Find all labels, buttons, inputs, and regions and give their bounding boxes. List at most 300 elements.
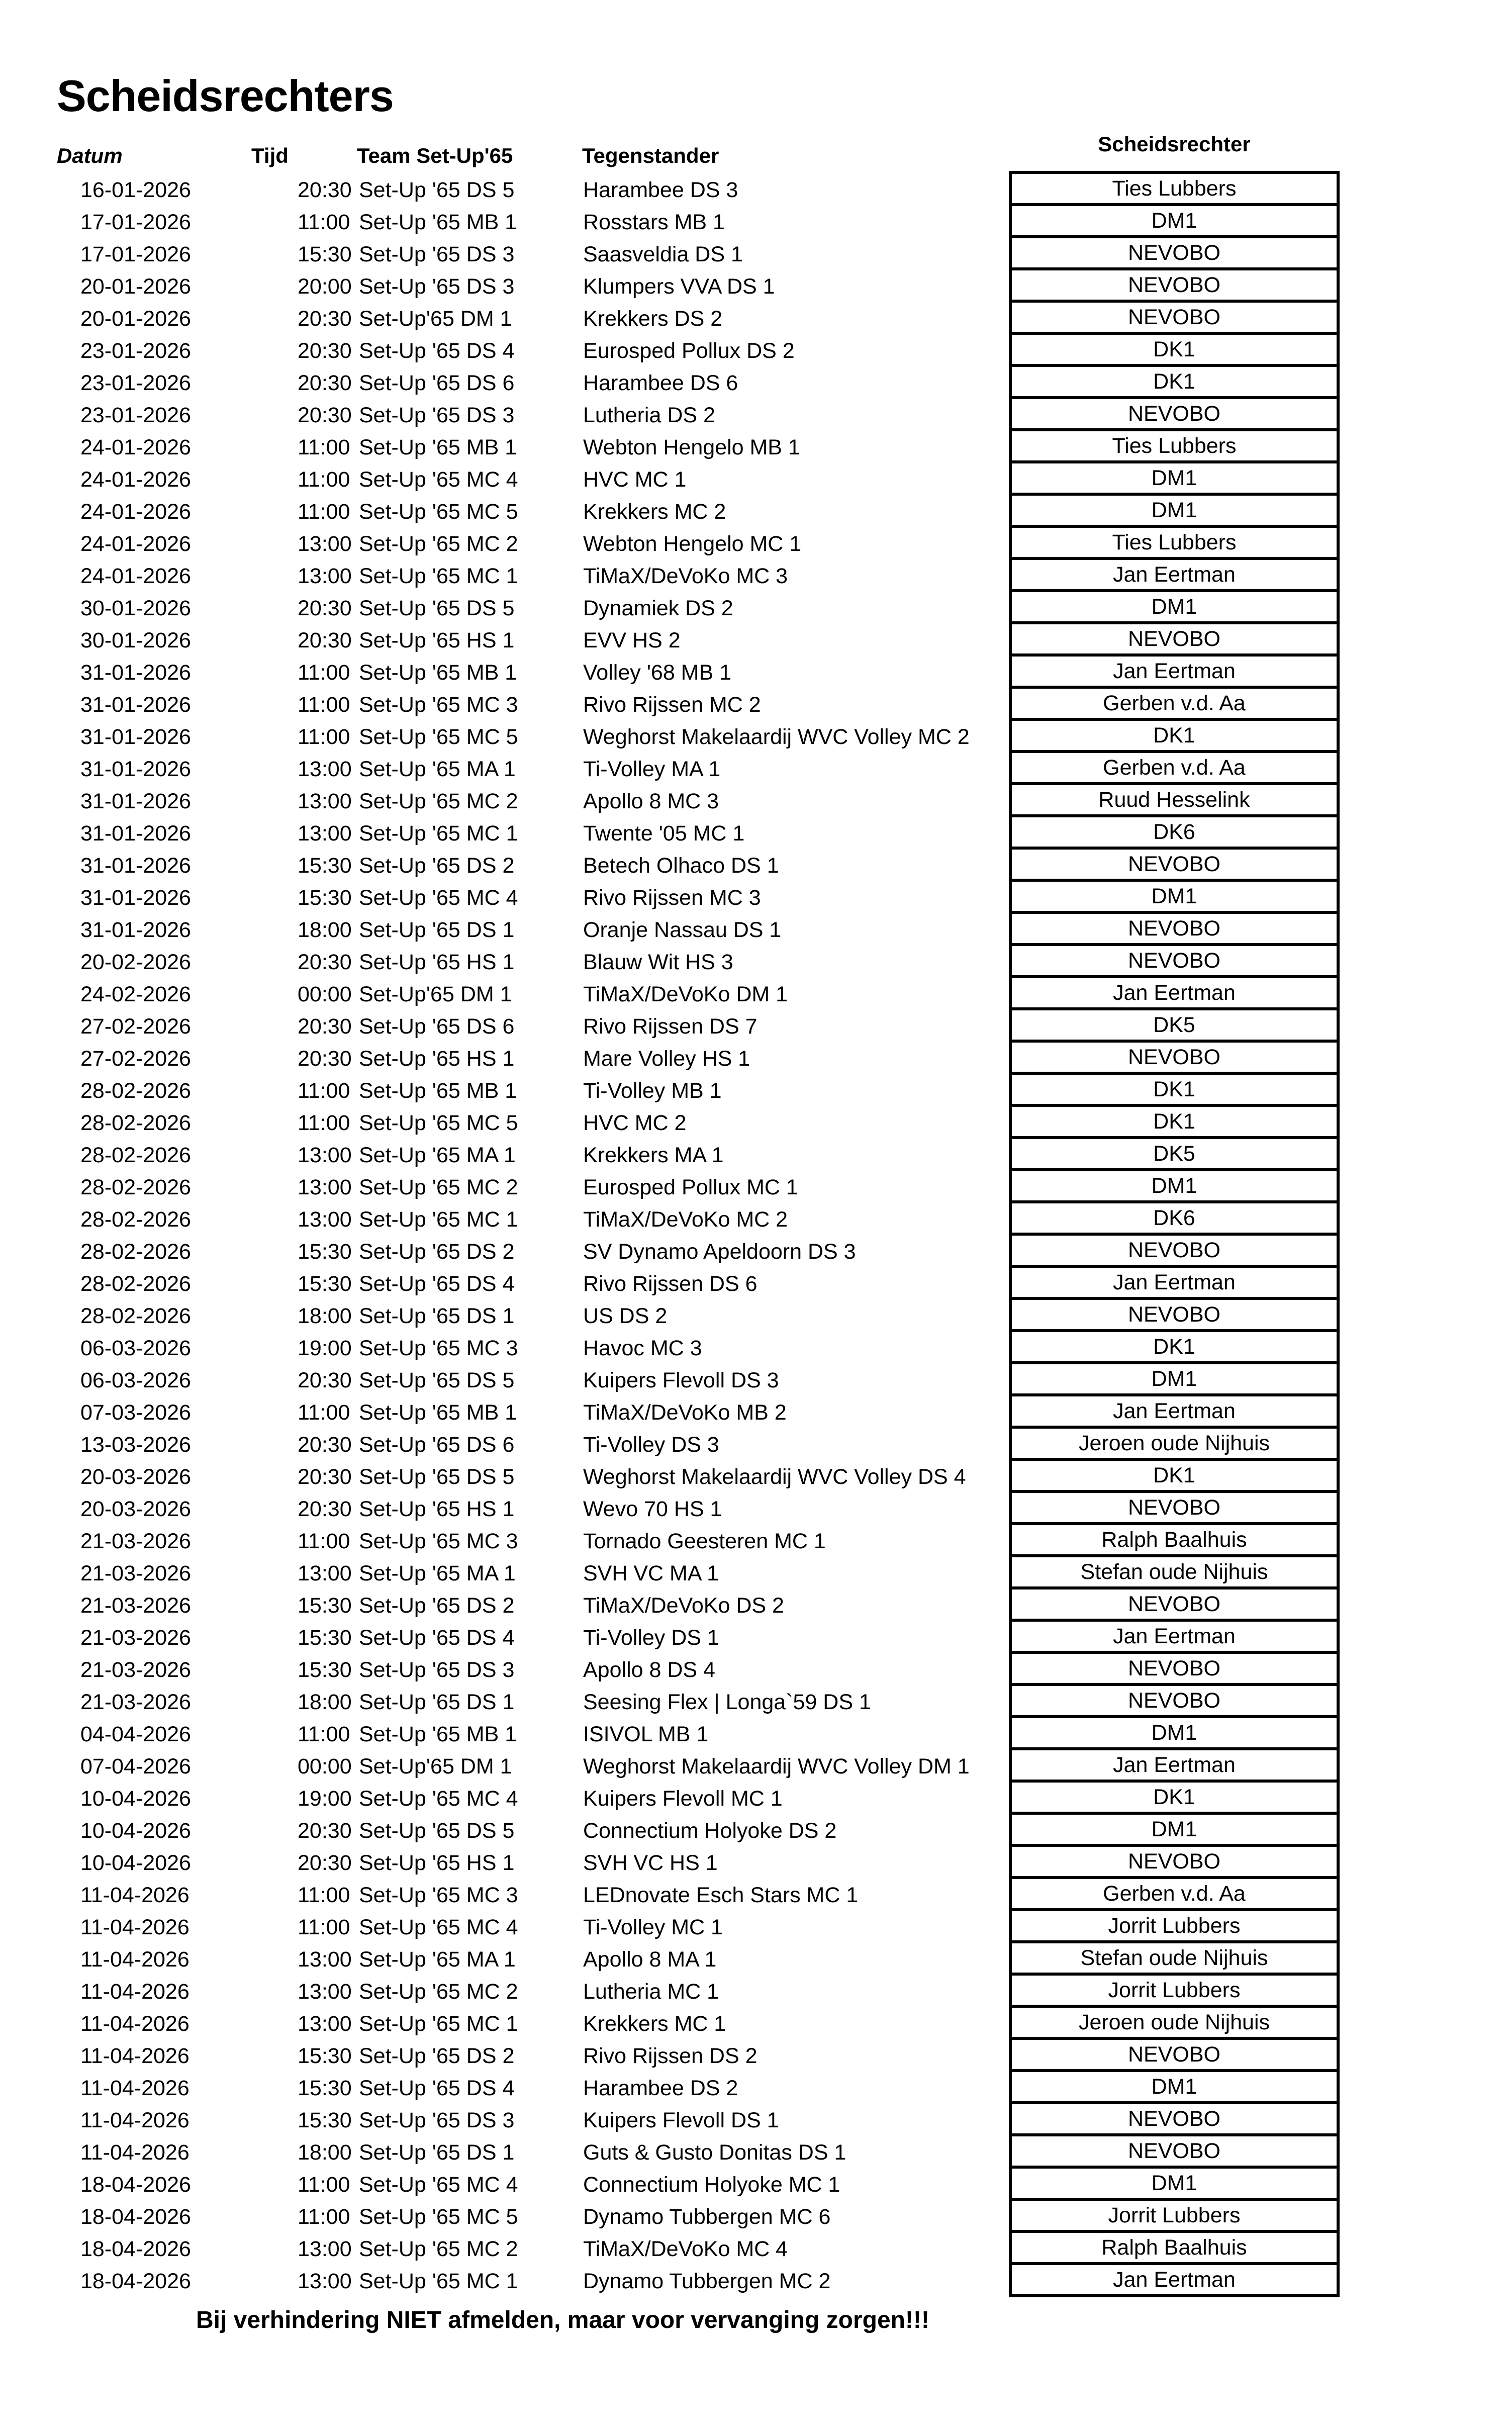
match-time: 20:30 xyxy=(298,628,352,652)
referee-cell: NEVOBO xyxy=(1012,2040,1337,2072)
referee-cell: NEVOBO xyxy=(1012,1686,1337,1718)
match-team: Set-Up '65 MC 3 xyxy=(359,693,518,717)
match-date: 21-03-2026 xyxy=(80,1529,191,1553)
match-team: Set-Up '65 DS 2 xyxy=(359,1240,515,1264)
table-row xyxy=(0,1847,1009,1879)
match-time: 13:00 xyxy=(298,532,352,556)
table-row xyxy=(0,496,1009,528)
match-team: Set-Up '65 MC 5 xyxy=(359,500,518,524)
match-team: Set-Up '65 MA 1 xyxy=(359,1947,516,1972)
referee-cell: DM1 xyxy=(1012,206,1337,238)
referee-cell: Jorrit Lubbers xyxy=(1012,1911,1337,1943)
match-team: Set-Up '65 MB 1 xyxy=(359,210,517,234)
referee-cell: Jan Eertman xyxy=(1012,1622,1337,1654)
referee-cell: NEVOBO xyxy=(1012,914,1337,946)
table-row xyxy=(0,1622,1009,1654)
table-row xyxy=(0,882,1009,914)
referee-cell: Gerben v.d. Aa xyxy=(1012,753,1337,785)
referee-cell: DK1 xyxy=(1012,1107,1337,1139)
match-opponent: Wevo 70 HS 1 xyxy=(583,1497,722,1521)
match-time: 15:30 xyxy=(298,854,352,878)
match-team: Set-Up '65 DS 3 xyxy=(359,2108,515,2132)
match-date: 11-04-2026 xyxy=(80,1883,190,1907)
match-time: 13:00 xyxy=(298,757,352,781)
match-time: 15:30 xyxy=(298,2076,352,2100)
match-team: Set-Up '65 HS 1 xyxy=(359,1851,515,1875)
match-opponent: Seesing Flex | Longa`59 DS 1 xyxy=(583,1690,871,1714)
match-team: Set-Up '65 DS 5 xyxy=(359,1368,515,1392)
match-time: 11:00 xyxy=(298,1111,350,1135)
match-time: 20:30 xyxy=(298,1819,352,1843)
match-time: 20:30 xyxy=(298,1047,352,1071)
match-team: Set-Up '65 MA 1 xyxy=(359,757,516,781)
match-team: Set-Up '65 MC 5 xyxy=(359,1111,518,1135)
match-team: Set-Up '65 DS 6 xyxy=(359,1014,515,1039)
match-team: Set-Up '65 MB 1 xyxy=(359,661,517,685)
referee-cell: NEVOBO xyxy=(1012,1300,1337,1332)
table-row xyxy=(0,431,1009,463)
match-team: Set-Up '65 MC 4 xyxy=(359,1787,518,1811)
match-team: Set-Up '65 DS 4 xyxy=(359,339,515,363)
column-header-team: Team Set-Up'65 xyxy=(357,144,513,167)
match-time: 11:00 xyxy=(298,693,350,717)
match-team: Set-Up '65 MC 3 xyxy=(359,1336,518,1360)
match-team: Set-Up '65 MC 4 xyxy=(359,467,518,492)
match-opponent: Apollo 8 MA 1 xyxy=(583,1947,717,1972)
table-row xyxy=(0,399,1009,431)
column-header-scheidsrechter: Scheidsrechter xyxy=(1098,132,1251,156)
match-time: 11:00 xyxy=(298,1915,350,1939)
match-date: 11-04-2026 xyxy=(80,2012,190,2036)
match-opponent: Harambee DS 2 xyxy=(583,2076,738,2100)
match-opponent: Ti-Volley DS 3 xyxy=(583,1433,719,1457)
referee-cell: DM1 xyxy=(1012,2169,1337,2201)
match-date: 31-01-2026 xyxy=(80,854,191,878)
match-team: Set-Up '65 DS 6 xyxy=(359,1433,515,1457)
match-team: Set-Up '65 DS 1 xyxy=(359,2140,515,2165)
match-team: Set-Up '65 DS 2 xyxy=(359,2044,515,2068)
match-team: Set-Up '65 MC 2 xyxy=(359,1175,518,1199)
match-team: Set-Up '65 MB 1 xyxy=(359,1722,517,1746)
table-row xyxy=(0,1396,1009,1429)
match-opponent: Harambee DS 3 xyxy=(583,178,738,202)
match-opponent: US DS 2 xyxy=(583,1304,668,1328)
match-time: 13:00 xyxy=(298,1980,352,2004)
match-opponent: Harambee DS 6 xyxy=(583,371,738,395)
match-date: 06-03-2026 xyxy=(80,1336,191,1360)
match-date: 28-02-2026 xyxy=(80,1143,191,1167)
match-date: 21-03-2026 xyxy=(80,1561,191,1585)
match-team: Set-Up '65 HS 1 xyxy=(359,628,515,652)
referee-cell: DK1 xyxy=(1012,1783,1337,1815)
match-team: Set-Up '65 DS 5 xyxy=(359,1819,515,1843)
match-team: Set-Up '65 MC 4 xyxy=(359,1915,518,1939)
referee-cell: DK1 xyxy=(1012,721,1337,753)
table-row xyxy=(0,657,1009,689)
match-team: Set-Up'65 DM 1 xyxy=(359,982,512,1006)
match-date: 27-02-2026 xyxy=(80,1014,191,1039)
referee-column xyxy=(1009,171,1340,2297)
match-opponent: Dynamo Tubbergen MC 2 xyxy=(583,2269,831,2293)
referee-cell: DM1 xyxy=(1012,2072,1337,2104)
match-opponent: Apollo 8 DS 4 xyxy=(583,1658,715,1682)
table-row xyxy=(0,850,1009,882)
match-date: 23-01-2026 xyxy=(80,403,191,427)
match-date: 24-01-2026 xyxy=(80,500,191,524)
referee-cell: DK1 xyxy=(1012,1075,1337,1107)
match-team: Set-Up '65 DS 2 xyxy=(359,1594,515,1618)
referee-cell: Gerben v.d. Aa xyxy=(1012,689,1337,721)
table-row xyxy=(0,2008,1009,2040)
match-opponent: Lutheria DS 2 xyxy=(583,403,715,427)
match-date: 24-02-2026 xyxy=(80,982,191,1006)
match-date: 28-02-2026 xyxy=(80,1079,191,1103)
table-row xyxy=(0,1171,1009,1203)
match-opponent: Ti-Volley DS 1 xyxy=(583,1626,719,1650)
table-row xyxy=(0,303,1009,335)
table-row xyxy=(0,1911,1009,1943)
match-opponent: TiMaX/DeVoKo DM 1 xyxy=(583,982,788,1006)
table-row xyxy=(0,1718,1009,1750)
referee-cell: DK6 xyxy=(1012,1203,1337,1236)
table-row xyxy=(0,1461,1009,1493)
referee-cell: DK5 xyxy=(1012,1010,1337,1043)
match-opponent: Lutheria MC 1 xyxy=(583,1980,719,2004)
table-row xyxy=(0,1879,1009,1911)
match-team: Set-Up '65 HS 1 xyxy=(359,1047,515,1071)
match-time: 11:00 xyxy=(298,1400,350,1425)
match-time: 20:30 xyxy=(298,1014,352,1039)
match-date: 21-03-2026 xyxy=(80,1690,191,1714)
referee-cell: DK1 xyxy=(1012,335,1337,367)
table-row xyxy=(0,1525,1009,1557)
match-opponent: Guts & Gusto Donitas DS 1 xyxy=(583,2140,846,2165)
referee-cell: DK1 xyxy=(1012,367,1337,399)
table-row xyxy=(0,1364,1009,1396)
match-time: 11:00 xyxy=(298,661,350,685)
referee-cell: NEVOBO xyxy=(1012,1589,1337,1622)
match-team: Set-Up '65 DS 5 xyxy=(359,596,515,620)
match-team: Set-Up '65 DS 3 xyxy=(359,403,515,427)
match-date: 18-04-2026 xyxy=(80,2269,191,2293)
match-date: 13-03-2026 xyxy=(80,1433,191,1457)
table-row xyxy=(0,785,1009,817)
match-opponent: Webton Hengelo MC 1 xyxy=(583,532,802,556)
match-time: 11:00 xyxy=(298,435,350,459)
referee-cell: Ties Lubbers xyxy=(1012,528,1337,560)
match-opponent: Rivo Rijssen MC 3 xyxy=(583,886,761,910)
match-opponent: HVC MC 2 xyxy=(583,1111,687,1135)
referee-cell: NEVOBO xyxy=(1012,303,1337,335)
match-time: 11:00 xyxy=(298,2205,350,2229)
match-team: Set-Up '65 DS 1 xyxy=(359,1690,515,1714)
match-opponent: Kuipers Flevoll DS 3 xyxy=(583,1368,779,1392)
match-opponent: Saasveldia DS 1 xyxy=(583,242,743,266)
match-time: 20:30 xyxy=(298,339,352,363)
table-row xyxy=(0,1654,1009,1686)
referee-cell: Jan Eertman xyxy=(1012,978,1337,1010)
match-date: 27-02-2026 xyxy=(80,1047,191,1071)
match-date: 30-01-2026 xyxy=(80,596,191,620)
match-opponent: Oranje Nassau DS 1 xyxy=(583,918,782,942)
table-row xyxy=(0,238,1009,270)
match-date: 31-01-2026 xyxy=(80,918,191,942)
match-opponent: Betech Olhaco DS 1 xyxy=(583,854,779,878)
match-time: 13:00 xyxy=(298,2237,352,2261)
table-row xyxy=(0,1943,1009,1976)
match-team: Set-Up '65 DS 3 xyxy=(359,274,515,299)
match-time: 00:00 xyxy=(298,982,352,1006)
match-date: 31-01-2026 xyxy=(80,789,191,813)
match-opponent: Mare Volley HS 1 xyxy=(583,1047,750,1071)
match-time: 11:00 xyxy=(298,500,350,524)
match-time: 11:00 xyxy=(298,1722,350,1746)
match-opponent: Rivo Rijssen DS 7 xyxy=(583,1014,758,1039)
match-time: 13:00 xyxy=(298,1561,352,1585)
match-date: 06-03-2026 xyxy=(80,1368,191,1392)
match-time: 15:30 xyxy=(298,1658,352,1682)
table-row xyxy=(0,1043,1009,1075)
referee-cell: Stefan oude Nijhuis xyxy=(1012,1557,1337,1589)
match-date: 20-03-2026 xyxy=(80,1465,191,1489)
referee-cell: DM1 xyxy=(1012,1364,1337,1396)
match-time: 11:00 xyxy=(298,467,350,492)
match-date: 11-04-2026 xyxy=(80,1980,190,2004)
match-team: Set-Up '65 MC 2 xyxy=(359,2237,518,2261)
match-date: 11-04-2026 xyxy=(80,2076,190,2100)
match-time: 13:00 xyxy=(298,2269,352,2293)
match-opponent: Kuipers Flevoll MC 1 xyxy=(583,1787,783,1811)
match-opponent: SV Dynamo Apeldoorn DS 3 xyxy=(583,1240,856,1264)
match-date: 24-01-2026 xyxy=(80,435,191,459)
match-team: Set-Up '65 MC 5 xyxy=(359,725,518,749)
referee-cell: NEVOBO xyxy=(1012,2136,1337,2169)
referee-cell: Ralph Baalhuis xyxy=(1012,1525,1337,1557)
table-row xyxy=(0,2104,1009,2136)
match-time: 11:00 xyxy=(298,725,350,749)
match-opponent: Weghorst Makelaardij WVC Volley DS 4 xyxy=(583,1465,966,1489)
match-date: 28-02-2026 xyxy=(80,1272,191,1296)
table-row xyxy=(0,914,1009,946)
match-opponent: HVC MC 1 xyxy=(583,467,687,492)
match-date: 21-03-2026 xyxy=(80,1658,191,1682)
table-row xyxy=(0,1429,1009,1461)
match-time: 18:00 xyxy=(298,918,352,942)
table-row xyxy=(0,2136,1009,2169)
match-time: 13:00 xyxy=(298,2012,352,2036)
match-time: 20:30 xyxy=(298,1465,352,1489)
referee-cell: NEVOBO xyxy=(1012,1654,1337,1686)
match-date: 28-02-2026 xyxy=(80,1207,191,1232)
match-date: 07-04-2026 xyxy=(80,1754,191,1779)
match-opponent: Ti-Volley MB 1 xyxy=(583,1079,722,1103)
match-date: 20-02-2026 xyxy=(80,950,191,974)
column-header-tegenstander: Tegenstander xyxy=(582,144,719,167)
match-opponent: Ti-Volley MC 1 xyxy=(583,1915,723,1939)
table-row xyxy=(0,1300,1009,1332)
match-team: Set-Up'65 DM 1 xyxy=(359,307,512,331)
match-opponent: Eurosped Pollux DS 2 xyxy=(583,339,795,363)
match-team: Set-Up '65 DS 4 xyxy=(359,2076,515,2100)
table-row xyxy=(0,817,1009,850)
match-date: 10-04-2026 xyxy=(80,1787,191,1811)
referee-cell: NEVOBO xyxy=(1012,1043,1337,1075)
match-opponent: SVH VC HS 1 xyxy=(583,1851,718,1875)
match-time: 11:00 xyxy=(298,1529,350,1553)
referee-cell: NEVOBO xyxy=(1012,399,1337,431)
referee-cell: Jan Eertman xyxy=(1113,2268,1236,2292)
match-opponent: TiMaX/DeVoKo MC 3 xyxy=(583,564,788,588)
referee-cell: NEVOBO xyxy=(1012,1236,1337,1268)
match-rows xyxy=(0,174,1009,2297)
match-opponent: Eurosped Pollux MC 1 xyxy=(583,1175,798,1199)
referee-cell: DM1 xyxy=(1012,1815,1337,1847)
match-team: Set-Up '65 DS 2 xyxy=(359,854,515,878)
table-row xyxy=(0,1332,1009,1364)
referee-cell: Gerben v.d. Aa xyxy=(1012,1879,1337,1911)
match-time: 20:30 xyxy=(298,1851,352,1875)
match-date: 31-01-2026 xyxy=(80,886,191,910)
match-time: 15:30 xyxy=(298,1626,352,1650)
table-row xyxy=(0,560,1009,592)
column-header-datum: Datum xyxy=(57,144,123,167)
referee-cell: Jan Eertman xyxy=(1012,1750,1337,1783)
referee-cell: DK5 xyxy=(1012,1139,1337,1171)
column-header-tijd: Tijd xyxy=(251,144,289,167)
referee-cell: NEVOBO xyxy=(1012,850,1337,882)
table-row xyxy=(0,1203,1009,1236)
match-date: 28-02-2026 xyxy=(80,1111,191,1135)
referee-cell: Ruud Hesselink xyxy=(1012,785,1337,817)
referee-cell: DK6 xyxy=(1012,817,1337,850)
match-opponent: Klumpers VVA DS 1 xyxy=(583,274,775,299)
match-team: Set-Up '65 MC 5 xyxy=(359,2205,518,2229)
table-row xyxy=(0,689,1009,721)
table-row xyxy=(0,1107,1009,1139)
match-date: 18-04-2026 xyxy=(80,2173,191,2197)
match-time: 13:00 xyxy=(298,1947,352,1972)
table-row xyxy=(0,367,1009,399)
match-opponent: Connectium Holyoke DS 2 xyxy=(583,1819,837,1843)
referee-cell: DM1 xyxy=(1012,882,1337,914)
match-time: 13:00 xyxy=(298,1143,352,1167)
match-opponent: Weghorst Makelaardij WVC Volley DM 1 xyxy=(583,1754,970,1779)
table-row xyxy=(0,2169,1009,2201)
match-date: 11-04-2026 xyxy=(80,2108,190,2132)
match-opponent: TiMaX/DeVoKo MC 4 xyxy=(583,2237,788,2261)
match-opponent: SVH VC MA 1 xyxy=(583,1561,719,1585)
match-date: 31-01-2026 xyxy=(80,693,191,717)
match-date: 23-01-2026 xyxy=(80,339,191,363)
referee-cell: NEVOBO xyxy=(1012,2104,1337,2136)
table-row xyxy=(0,1750,1009,1783)
match-date: 18-04-2026 xyxy=(80,2205,191,2229)
match-date: 30-01-2026 xyxy=(80,628,191,652)
match-opponent: Havoc MC 3 xyxy=(583,1336,702,1360)
match-team: Set-Up '65 DS 6 xyxy=(359,371,515,395)
match-opponent: EVV HS 2 xyxy=(583,628,681,652)
match-team: Set-Up '65 MC 1 xyxy=(359,2269,518,2293)
match-time: 13:00 xyxy=(298,789,352,813)
match-date: 28-02-2026 xyxy=(80,1175,191,1199)
match-team: Set-Up '65 DS 4 xyxy=(359,1626,515,1650)
match-date: 20-01-2026 xyxy=(80,307,191,331)
table-row xyxy=(0,946,1009,978)
referee-cell: Jeroen oude Nijhuis xyxy=(1012,2008,1337,2040)
match-time: 20:30 xyxy=(298,596,352,620)
match-time: 20:30 xyxy=(298,371,352,395)
referee-cell: NEVOBO xyxy=(1012,946,1337,978)
match-date: 17-01-2026 xyxy=(80,210,191,234)
table-row xyxy=(0,1075,1009,1107)
match-team: Set-Up '65 DS 5 xyxy=(359,178,515,202)
match-time: 19:00 xyxy=(298,1787,352,1811)
table-row xyxy=(0,2233,1009,2265)
table-row xyxy=(0,2072,1009,2104)
page-title: Scheidsrechters xyxy=(57,71,394,121)
table-row xyxy=(0,721,1009,753)
match-time: 15:30 xyxy=(298,2108,352,2132)
referee-cell: Jorrit Lubbers xyxy=(1012,1976,1337,2008)
match-opponent: Dynamiek DS 2 xyxy=(583,596,733,620)
table-row xyxy=(0,206,1009,238)
match-time: 00:00 xyxy=(298,1754,352,1779)
match-team: Set-Up '65 MB 1 xyxy=(359,1400,517,1425)
match-opponent: TiMaX/DeVoKo MB 2 xyxy=(583,1400,787,1425)
match-opponent: Connectium Holyoke MC 1 xyxy=(583,2173,840,2197)
match-time: 20:00 xyxy=(298,274,352,299)
match-date: 24-01-2026 xyxy=(80,467,191,492)
match-team: Set-Up '65 DS 5 xyxy=(359,1465,515,1489)
match-time: 20:30 xyxy=(298,1368,352,1392)
match-time: 11:00 xyxy=(298,1079,350,1103)
match-time: 13:00 xyxy=(298,821,352,846)
table-row xyxy=(0,1589,1009,1622)
table-row xyxy=(0,624,1009,657)
match-opponent: Webton Hengelo MB 1 xyxy=(583,435,800,459)
match-date: 28-02-2026 xyxy=(80,1240,191,1264)
table-row xyxy=(0,1139,1009,1171)
match-team: Set-Up '65 MC 4 xyxy=(359,2173,518,2197)
match-opponent: Krekkers DS 2 xyxy=(583,307,723,331)
match-date: 31-01-2026 xyxy=(80,661,191,685)
match-team: Set-Up '65 MA 1 xyxy=(359,1561,516,1585)
match-time: 15:30 xyxy=(298,1240,352,1264)
match-time: 20:30 xyxy=(298,1497,352,1521)
match-opponent: ISIVOL MB 1 xyxy=(583,1722,709,1746)
match-time: 15:30 xyxy=(298,1272,352,1296)
referee-cell: NEVOBO xyxy=(1012,1493,1337,1525)
match-team: Set-Up '65 DS 1 xyxy=(359,918,515,942)
match-opponent: Volley '68 MB 1 xyxy=(583,661,732,685)
referee-cell: Stefan oude Nijhuis xyxy=(1012,1943,1337,1976)
match-date: 16-01-2026 xyxy=(80,178,191,202)
match-opponent: Weghorst Makelaardij WVC Volley MC 2 xyxy=(583,725,970,749)
referee-cell: Ties Lubbers xyxy=(1012,174,1337,206)
table-row xyxy=(0,1815,1009,1847)
match-team: Set-Up '65 HS 1 xyxy=(359,950,515,974)
table-row xyxy=(0,528,1009,560)
match-time: 15:30 xyxy=(298,886,352,910)
match-time: 15:30 xyxy=(298,242,352,266)
match-date: 07-03-2026 xyxy=(80,1400,191,1425)
match-date: 31-01-2026 xyxy=(80,821,191,846)
match-team: Set-Up '65 MB 1 xyxy=(359,1079,517,1103)
match-date: 21-03-2026 xyxy=(80,1626,191,1650)
table-row xyxy=(0,1976,1009,2008)
match-opponent: Krekkers MC 2 xyxy=(583,500,726,524)
match-time: 11:00 xyxy=(298,2173,350,2197)
